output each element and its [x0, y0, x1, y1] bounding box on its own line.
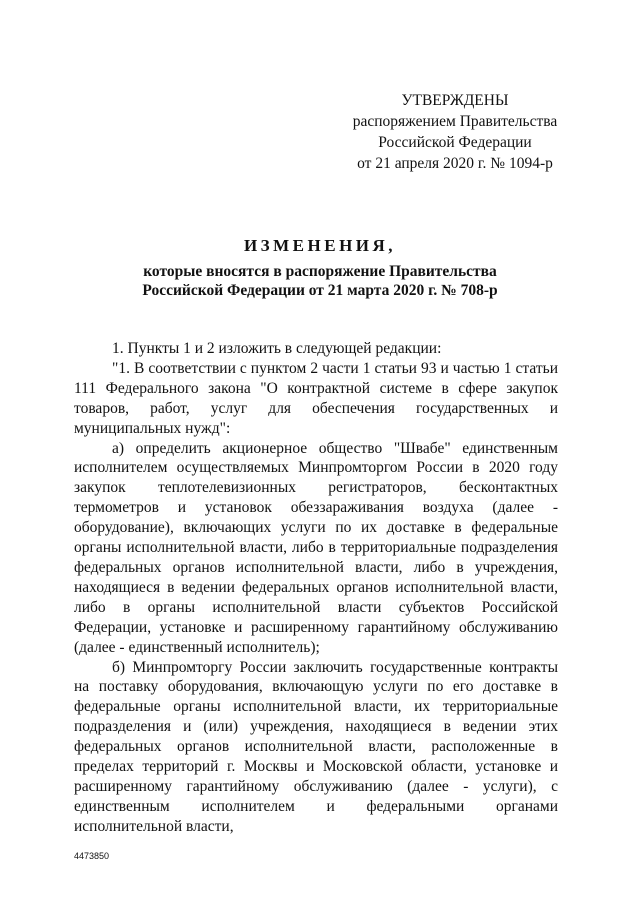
- approval-line-country: Российской Федерации: [378, 134, 532, 151]
- document-title: ИЗМЕНЕНИЯ,: [243, 236, 397, 255]
- subtitle-line-1: которые вносятся в распоряжение Правительства: [143, 263, 497, 280]
- approval-line-order: распоряжением Правительства: [352, 113, 558, 130]
- paragraph-4: б) Минпромторгу России заключить государственные контракты на поставку оборудования, включающую услуги по его доставке в федеральные органы исполнительной власти, их территориальные подразделения и (или) учреждения, находящиеся в ведении этих федеральных органов исполнительной власти, расположенные в пределах территорий г. Москвы и Московской области, установке и расширенному гарантийному обслуживанию (далее - услуги), с единственным исполнителем и федеральными органами исполнительной власти,: [74, 658, 558, 835]
- paragraph-2: "1. В соответствии с пунктом 2 части 1 статьи 93 и частью 1 статьи 111 Федерального закона "О контрактной системе в сфере закупок товаров, работ, услуг для обеспечения государственных и муниципальных нужд":: [74, 359, 558, 437]
- document-body: [74, 339, 558, 837]
- paragraph-1: 1. Пункты 1 и 2 изложить в следующей редакции:: [112, 340, 442, 357]
- approval-line-date: от 21 апреля 2020 г. № 1094-р: [357, 155, 553, 172]
- approval-block: [340, 90, 570, 174]
- footer-code: 4473850: [74, 851, 110, 861]
- paragraph-3: а) определить акционерное общество "Швабе" единственным исполнителем осуществляемых Минпромторгом России в 2020 году закупок теплотелевизионных регистраторов, бесконтактных термометров и установок обеззараживания воздуха (далее - оборудование), включающих услуги по их доставке в федеральные органы исполнительной власти, либо в территориальные подразделения федеральных органов исполнительной власти, либо в учреждения, находящиеся в ведении федеральных органов исполнительной власти, либо в органы исполнительной власти субъектов Российской Федерации, установке и расширенному гарантийному обслуживанию (далее - единственный исполнитель);: [74, 439, 558, 656]
- subtitle-line-2: Российской Федерации от 21 марта 2020 г. № 708-р: [142, 282, 498, 299]
- approval-title: УТВЕРЖДЕНЫ: [401, 92, 509, 109]
- document-subtitle: [0, 262, 640, 300]
